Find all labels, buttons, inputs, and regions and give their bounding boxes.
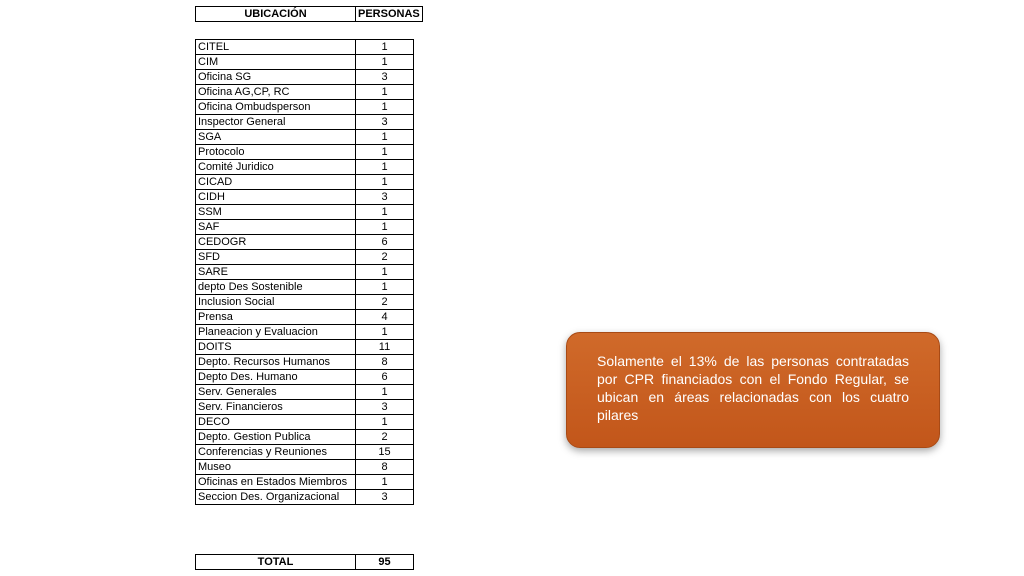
table-row [196,385,414,400]
row-location: Conferencias y Reuniones [196,445,356,460]
row-people: 11 [356,340,414,355]
row-location: Prensa [196,310,356,325]
row-people: 15 [356,445,414,460]
row-location: Serv. Financieros [196,400,356,415]
row-location: SSM [196,205,356,220]
row-people: 2 [356,430,414,445]
row-people: 1 [356,130,414,145]
table-row [196,85,414,100]
table-row [196,55,414,70]
row-location: Oficinas en Estados Miembros [196,475,356,490]
row-people: 3 [356,70,414,85]
row-location: Inspector General [196,115,356,130]
total-value: 95 [356,555,414,570]
row-people: 1 [356,85,414,100]
row-people: 1 [356,265,414,280]
table-row [196,100,414,115]
table-row [196,205,414,220]
row-people: 1 [356,415,414,430]
table-row [196,460,414,475]
row-location: depto Des Sostenible [196,280,356,295]
callout-box [566,332,940,448]
row-location: Oficina Ombudsperson [196,100,356,115]
callout-text: Solamente el 13% de las personas contratadas por CPR financiados con el Fondo Regular, se ubican en áreas relacionadas con los cuatro pilares [597,353,909,423]
row-people: 4 [356,310,414,325]
table-row [196,325,414,340]
table-row [196,70,414,85]
row-people: 8 [356,355,414,370]
row-location: CEDOGR [196,235,356,250]
table-row [196,400,414,415]
table-row [196,40,414,55]
table-row [196,475,414,490]
table-row [196,220,414,235]
location-table [195,39,414,505]
row-people: 2 [356,250,414,265]
table-row [196,415,414,430]
row-location: Comité Juridico [196,160,356,175]
row-location: CIM [196,55,356,70]
row-location: Depto. Recursos Humanos [196,355,356,370]
table-row [196,490,414,505]
row-people: 1 [356,40,414,55]
row-people: 6 [356,235,414,250]
row-people: 1 [356,55,414,70]
table-row [196,145,414,160]
row-people: 1 [356,205,414,220]
row-people: 1 [356,325,414,340]
row-location: DECO [196,415,356,430]
row-people: 3 [356,400,414,415]
table-row [196,445,414,460]
row-location: Serv. Generales [196,385,356,400]
table-row [196,265,414,280]
row-people: 2 [356,295,414,310]
table-row [196,250,414,265]
row-people: 3 [356,490,414,505]
row-people: 1 [356,145,414,160]
table-row [196,370,414,385]
row-location: CICAD [196,175,356,190]
table-row [196,235,414,250]
row-people: 3 [356,190,414,205]
row-location: Seccion Des. Organizacional [196,490,356,505]
table-row [196,430,414,445]
row-people: 1 [356,220,414,235]
row-location: Oficina SG [196,70,356,85]
row-location: Depto. Gestion Publica [196,430,356,445]
table-row [196,190,414,205]
row-location: CITEL [196,40,356,55]
row-location: SGA [196,130,356,145]
row-people: 1 [356,475,414,490]
row-location: CIDH [196,190,356,205]
table-row [196,130,414,145]
row-people: 1 [356,160,414,175]
header-people: PERSONAS [356,7,423,22]
table-row [196,310,414,325]
row-location: SARE [196,265,356,280]
header-row [196,7,423,22]
header-location: UBICACIÓN [196,7,356,22]
row-location: Planeacion y Evaluacion [196,325,356,340]
table-row [196,340,414,355]
table-row [196,355,414,370]
row-people: 6 [356,370,414,385]
row-location: Protocolo [196,145,356,160]
table-row [196,160,414,175]
table-body [196,40,414,505]
row-location: Oficina AG,CP, RC [196,85,356,100]
row-location: SFD [196,250,356,265]
row-location: Depto Des. Humano [196,370,356,385]
table-row [196,175,414,190]
row-people: 1 [356,100,414,115]
row-people: 1 [356,175,414,190]
table-row [196,295,414,310]
total-table [195,554,414,570]
table-row [196,115,414,130]
row-people: 1 [356,385,414,400]
row-people: 8 [356,460,414,475]
row-location: Museo [196,460,356,475]
total-row [196,555,414,570]
row-location: SAF [196,220,356,235]
row-people: 1 [356,280,414,295]
row-people: 3 [356,115,414,130]
row-location: DOITS [196,340,356,355]
table-header [195,6,423,22]
total-label: TOTAL [196,555,356,570]
table-row [196,280,414,295]
row-location: Inclusion Social [196,295,356,310]
